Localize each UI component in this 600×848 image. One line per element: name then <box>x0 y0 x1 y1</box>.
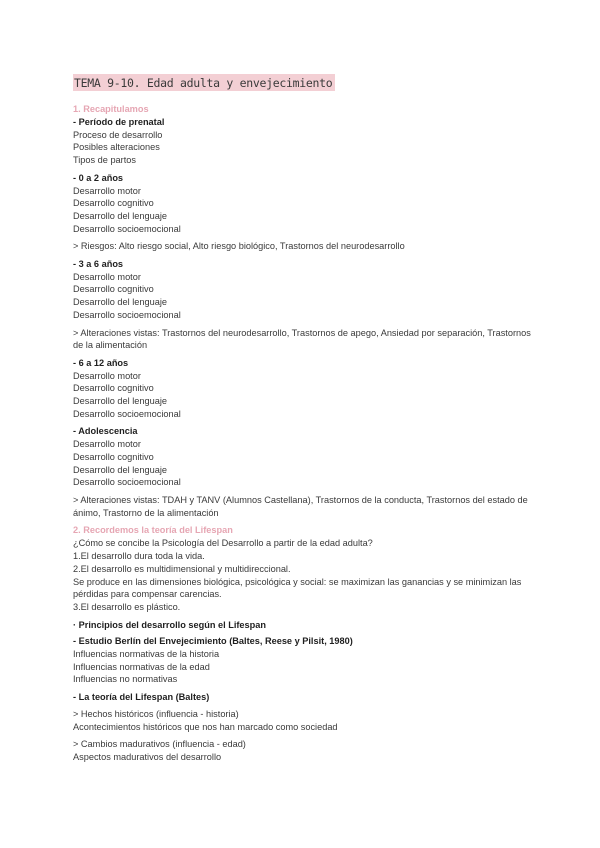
subheading-3-6: - 3 a 6 años <box>73 259 124 270</box>
list-item: Desarrollo del lenguaje <box>73 464 167 475</box>
note-alterations-3-6: > Alteraciones vistas: Trastornos del neurodesarrollo, Trastornos de apego, Ansiedad por separación, Trastornos de la alimentación <box>73 327 531 351</box>
page-title: TEMA 9-10. Edad adulta y envejecimiento <box>73 74 335 91</box>
list-item: Desarrollo motor <box>73 439 141 450</box>
subheading-0-2: - 0 a 2 años <box>73 172 124 183</box>
list-item: Desarrollo cognitivo <box>73 383 154 394</box>
subheading-prenatal: - Período de prenatal <box>73 117 165 127</box>
principle-3: 3.El desarrollo es plástico. <box>73 601 181 612</box>
list-item: Desarrollo del lenguaje <box>73 396 167 407</box>
note-risks: > Riesgos: Alto riesgo social, Alto riesgo biológico, Trastornos del neurodesarrollo <box>73 241 405 252</box>
section-heading-lifespan: 2. Recordemos la teoría del Lifespan <box>73 525 233 536</box>
maturational-changes: > Cambios madurativos (influencia - edad) <box>73 739 246 750</box>
list-item: Influencias normativas de la historia <box>73 649 220 660</box>
historical-facts: > Hechos históricos (influencia - historia) <box>73 708 239 719</box>
list-item: Desarrollo socioemocional <box>73 223 181 234</box>
list-item: Desarrollo socioemocional <box>73 408 181 419</box>
list-item: Desarrollo del lenguaje <box>73 297 167 308</box>
question-text: ¿Cómo se concibe la Psicología del Desarrollo a partir de la edad adulta? <box>73 538 373 549</box>
document-page <box>73 74 543 764</box>
section-heading-recap: 1. Recapitulamos <box>73 104 149 114</box>
list-item: Desarrollo motor <box>73 185 141 196</box>
list-item: Influencias no normativas <box>73 674 178 685</box>
list-item: Desarrollo motor <box>73 370 141 381</box>
list-item: Desarrollo del lenguaje <box>73 210 167 221</box>
list-item: Tipos de partos <box>73 155 136 166</box>
subheading-adolescence: - Adolescencia <box>73 426 138 437</box>
subheading-6-12: - 6 a 12 años <box>73 357 129 368</box>
note-alterations-adolescence: > Alteraciones vistas: TDAH y TANV (Alumnos Castellana), Trastornos de la conducta, Trastornos del estado de ánimo, Trastorno de la alimentación <box>73 494 528 518</box>
list-item: Desarrollo cognitivo <box>73 451 154 462</box>
list-item: Desarrollo cognitivo <box>73 284 154 295</box>
historical-facts-detail: Acontecimientos históricos que nos han marcado como sociedad <box>73 721 338 732</box>
list-item: Desarrollo motor <box>73 271 141 282</box>
principle-1: 1.El desarrollo dura toda la vida. <box>73 551 205 562</box>
subheading-baltes: - La teoría del Lifespan (Baltes) <box>73 692 210 703</box>
subheading-berlin-study: - Estudio Berlín del Envejecimiento (Baltes, Reese y Pilsit, 1980) <box>73 636 353 647</box>
list-item: Desarrollo socioemocional <box>73 477 181 488</box>
principle-2-detail: Se produce en las dimensiones biológica, psicológica y social: se maximizan las ganancias y se minimizan las pérdidas para compensar carencias. <box>73 576 522 600</box>
principle-2: 2.El desarrollo es multidimensional y multidireccional. <box>73 563 291 574</box>
list-item: Desarrollo socioemocional <box>73 309 181 320</box>
list-item: Posibles alteraciones <box>73 142 160 153</box>
maturational-changes-detail: Aspectos madurativos del desarrollo <box>73 751 222 762</box>
list-item: Proceso de desarrollo <box>73 129 163 140</box>
list-item: Influencias normativas de la edad <box>73 661 210 672</box>
subheading-principles: · Principios del desarrollo según el Lifespan <box>73 619 266 630</box>
list-item: Desarrollo cognitivo <box>73 198 154 209</box>
